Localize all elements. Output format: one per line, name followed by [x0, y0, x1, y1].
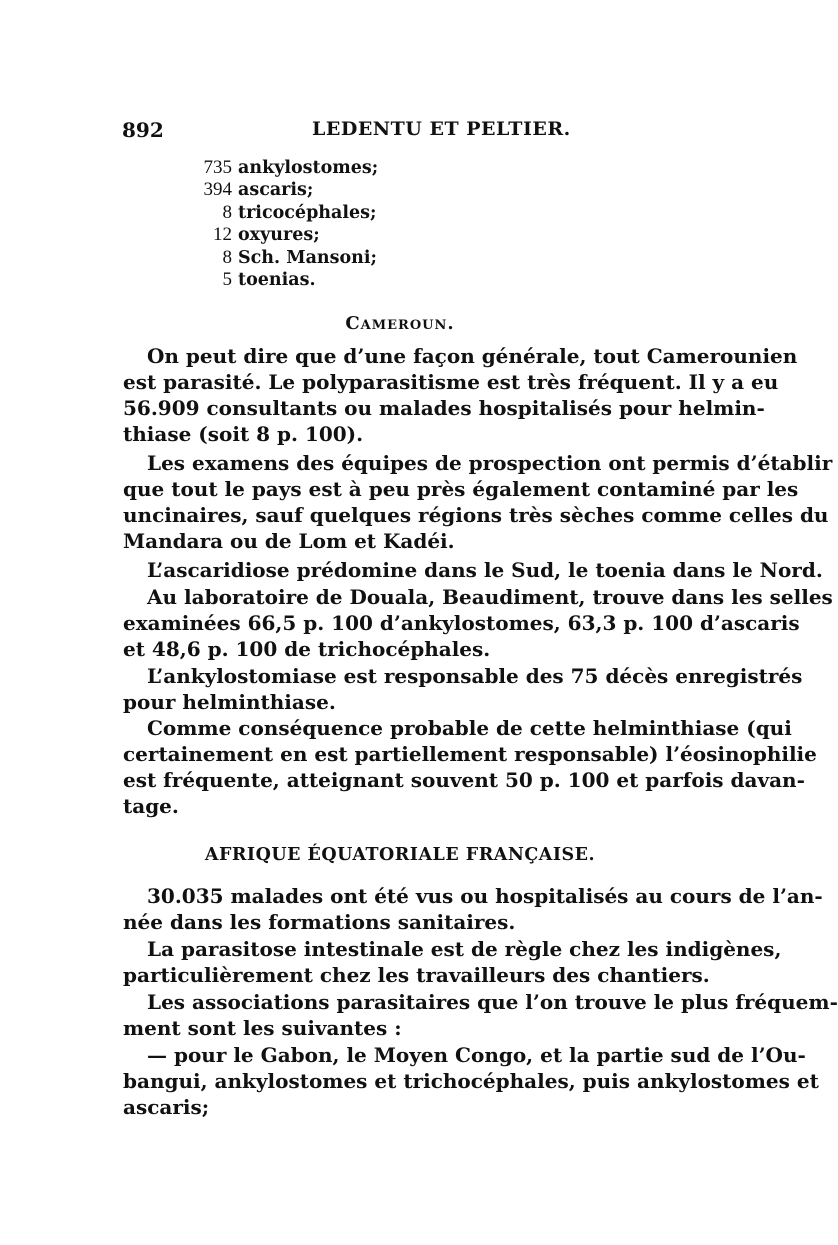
list-item: [190, 202, 490, 224]
list-item-count: 8: [222, 201, 232, 223]
text-line: La parasitose intestinale est de règle chez les indigènes,: [147, 937, 782, 961]
text-line: tage.: [123, 793, 179, 818]
paragraph-parasitose: [123, 937, 782, 989]
paragraph-ascaridiose: [123, 558, 823, 584]
list-item-label: Sch. Mansoni;: [238, 247, 377, 268]
text-line: thiase (soit 8 p. 100).: [123, 421, 364, 446]
text-line: que tout le pays est à peu près également contaminé par les: [123, 476, 799, 501]
paragraph-aef-patients: [123, 884, 823, 936]
paragraph-eosinophilie: [123, 716, 817, 820]
list-item-label: oxyures;: [238, 225, 320, 246]
page-header: [122, 118, 682, 142]
paragraph-cameroun-parasitism: [123, 344, 798, 448]
text-line: pour helminthiase.: [123, 689, 336, 714]
page-number: 892: [122, 118, 164, 142]
text-line: bangui, ankylostomes et trichocéphales, puis ankylostomes et: [123, 1068, 819, 1093]
paragraph-associations: [123, 990, 838, 1042]
text-line: L’ascaridiose prédomine dans le Sud, le toenia dans le Nord.: [147, 558, 823, 582]
text-line: est parasité. Le polyparasitisme est très fréquent. Il y a eu: [123, 369, 779, 394]
running-head: LEDENTU ET PELTIER.: [312, 118, 571, 140]
text-line: uncinaires, sauf quelques régions très sèches comme celles du: [123, 502, 829, 527]
text-line: — pour le Gabon, le Moyen Congo, et la partie sud de l’Ou-: [147, 1043, 806, 1067]
text-line: examinées 66,5 p. 100 d’ankylostomes, 63,3 p. 100 d’ascaris: [123, 610, 800, 635]
list-item: [190, 224, 490, 246]
section-heading-cameroun: Cameroun.: [345, 313, 455, 334]
list-item-label: tricocéphales;: [238, 202, 377, 223]
paragraph-prospection: [123, 451, 833, 555]
list-item-count: 8: [222, 246, 232, 268]
text-line: particulièrement chez les travailleurs des chantiers.: [123, 962, 710, 987]
list-item-count: 735: [203, 157, 232, 178]
text-line: ment sont les suivantes :: [123, 1015, 402, 1040]
text-line: Les associations parasitaires que l’on trouve le plus fréquem-: [147, 990, 838, 1014]
text-line: Comme conséquence probable de cette helminthiase (qui: [147, 716, 792, 740]
section-heading-aef: AFRIQUE ÉQUATORIALE FRANÇAISE.: [204, 845, 596, 865]
list-item-label: ascaris;: [238, 180, 314, 201]
list-item-count: 5: [222, 268, 232, 290]
paragraph-douala-laboratory: [123, 585, 833, 663]
text-line: née dans les formations sanitaires.: [123, 909, 516, 934]
text-line: On peut dire que d’une façon générale, tout Camerounien: [147, 344, 798, 368]
list-item: [190, 179, 490, 201]
list-item: [190, 157, 490, 179]
list-item-count: 12: [213, 224, 232, 246]
text-line: Mandara ou de Lom et Kadéi.: [123, 528, 455, 553]
parasite-count-list: [190, 157, 490, 291]
list-item: [190, 269, 490, 291]
text-line: est fréquente, atteignant souvent 50 p. 100 et parfois davan-: [123, 767, 805, 792]
list-item-label: toenias.: [238, 269, 316, 290]
text-line: 56.909 consultants ou malades hospitalisés pour helmin-: [123, 395, 765, 420]
text-line: ascaris;: [123, 1094, 210, 1119]
text-line: Les examens des équipes de prospection ont permis d’établir: [147, 451, 833, 475]
paragraph-gabon: [123, 1043, 819, 1121]
list-item-count: 394: [203, 179, 232, 201]
text-line: Au laboratoire de Douala, Beaudiment, trouve dans les selles: [147, 585, 833, 609]
text-line: L’ankylostomiase est responsable des 75 décès enregistrés: [147, 664, 803, 688]
list-item-label: ankylostomes;: [238, 158, 379, 178]
text-line: certainement en est partiellement responsable) l’éosinophilie: [123, 741, 817, 766]
text-line: 30.035 malades ont été vus ou hospitalisés au cours de l’an-: [147, 884, 823, 908]
text-line: et 48,6 p. 100 de trichocéphales.: [123, 636, 491, 661]
paragraph-ankylostomiase: [123, 664, 803, 716]
list-item: [190, 247, 490, 269]
